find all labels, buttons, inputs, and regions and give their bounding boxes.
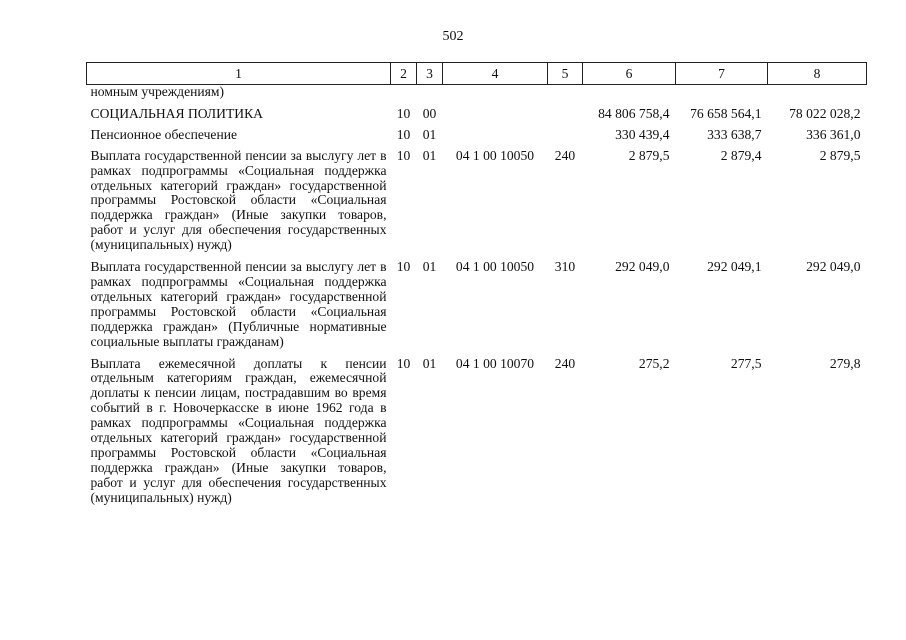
- table-row: [87, 253, 867, 349]
- column-header-name: 1: [87, 63, 391, 85]
- row-section: 10: [396, 355, 411, 371]
- row-amount-2: [676, 85, 768, 100]
- row-name: Выплата ежемесячной доплаты к пенсии отдельным категориям граждан, ежемесячной доплаты к пенсии лицам, пострадавшим во время событий в г. Новочеркасске в июне 1962 года в рамках подпрограммы «Социальная поддержка отдельных категорий граждан» государственной программы Ростовской области «Социальная поддержка граждан» (Иные закупки товаров, работ и услуг для обеспечения государственных (муниципальных) нужд): [90, 355, 387, 505]
- row-expense-type: 240: [554, 147, 576, 163]
- row-amount-3: 336 361,0: [806, 126, 861, 142]
- page-number: 502: [442, 29, 464, 44]
- row-section: 10: [396, 126, 411, 142]
- row-amount-2: 2 879,4: [720, 147, 762, 163]
- table-row: [87, 85, 867, 100]
- column-header-section: 2: [391, 63, 417, 85]
- table-row: [87, 350, 867, 506]
- column-header-amount-3: 8: [768, 63, 867, 85]
- row-expense-type: 310: [554, 259, 576, 275]
- column-header-amount-1: 6: [583, 63, 676, 85]
- table-row: [87, 143, 867, 253]
- row-subsection: 01: [422, 355, 437, 371]
- row-amount-1: 330 439,4: [615, 126, 670, 142]
- row-target-article: 04 1 00 10050: [455, 147, 535, 163]
- row-amount-3: 2 879,5: [819, 147, 861, 163]
- table-row: [87, 122, 867, 143]
- row-subsection: 01: [422, 126, 437, 142]
- column-number-header-row: [87, 63, 867, 85]
- row-amount-1: 2 879,5: [628, 147, 670, 163]
- row-expense-type: [548, 122, 583, 143]
- row-amount-1: [583, 85, 676, 100]
- row-name: Выплата государственной пенсии за выслугу лет в рамках подпрограммы «Социальная поддержка отдельных категорий граждан» государственной программы Ростовской области «Социальная поддержка граждан» (Публичные нормативные социальные выплаты гражданам): [90, 259, 387, 349]
- row-name: Выплата государственной пенсии за выслугу лет в рамках подпрограммы «Социальная поддержка отдельных категорий граждан» государственной программы Ростовской области «Социальная поддержка граждан» (Иные закупки товаров, работ и услуг для обеспечения государственных (муниципальных) нужд): [90, 147, 387, 253]
- row-amount-1: 275,2: [638, 355, 670, 371]
- row-expense-type: [548, 85, 583, 100]
- row-subsection: 00: [422, 105, 437, 121]
- row-amount-3: 78 022 028,2: [789, 105, 861, 121]
- row-section: 10: [396, 105, 411, 121]
- row-target-article: 04 1 00 10070: [455, 355, 535, 371]
- row-target-article: [443, 85, 548, 100]
- column-header-subsection: 3: [417, 63, 443, 85]
- row-section: [391, 85, 417, 100]
- row-name: номным учреждениям): [90, 84, 225, 99]
- column-header-expense-type: 5: [548, 63, 583, 85]
- row-subsection: 01: [422, 259, 437, 275]
- row-amount-3: [768, 85, 867, 100]
- row-subsection: 01: [422, 147, 437, 163]
- row-target-article: [443, 122, 548, 143]
- row-target-article: 04 1 00 10050: [455, 259, 535, 275]
- row-expense-type: [548, 100, 583, 122]
- row-name: СОЦИАЛЬНАЯ ПОЛИТИКА: [90, 105, 263, 121]
- row-amount-1: 292 049,0: [615, 259, 670, 275]
- row-expense-type: 240: [554, 355, 576, 371]
- row-amount-2: 277,5: [730, 355, 762, 371]
- row-amount-2: 333 638,7: [707, 126, 762, 142]
- column-header-target-article: 4: [443, 63, 548, 85]
- row-amount-3: 279,8: [829, 355, 861, 371]
- row-amount-2: 292 049,1: [707, 259, 762, 275]
- row-target-article: [443, 100, 548, 122]
- row-section: 10: [396, 259, 411, 275]
- row-section: 10: [396, 147, 411, 163]
- column-header-amount-2: 7: [676, 63, 768, 85]
- row-name: Пенсионное обеспечение: [90, 126, 238, 142]
- row-amount-2: 76 658 564,1: [690, 105, 762, 121]
- table-row: [87, 100, 867, 122]
- budget-table: [86, 62, 867, 506]
- row-subsection: [417, 85, 443, 100]
- row-amount-3: 292 049,0: [806, 259, 861, 275]
- row-amount-1: 84 806 758,4: [598, 105, 670, 121]
